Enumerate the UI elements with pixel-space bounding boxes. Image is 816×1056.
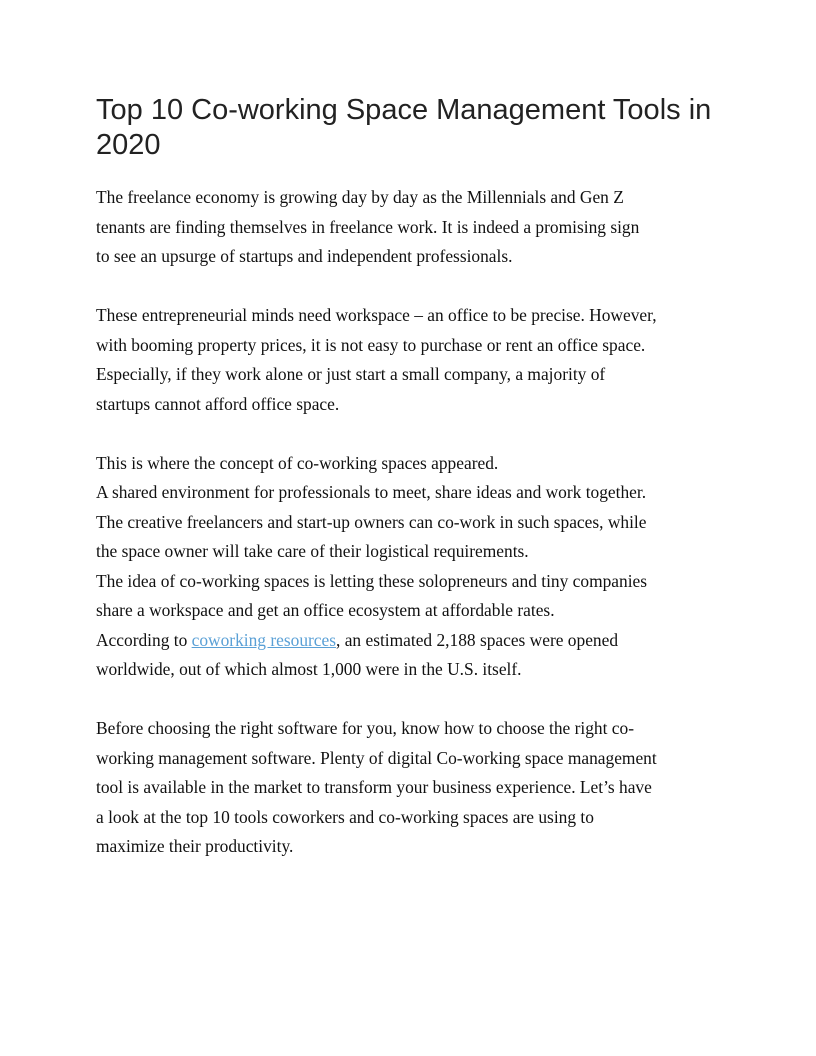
paragraph-1 (96, 183, 736, 272)
text-line: tool is available in the market to transform your business experience. Let’s have (96, 777, 652, 797)
according-suffix: , an estimated 2,188 spaces were opened (336, 629, 619, 650)
article-body (96, 183, 736, 862)
text-line: The freelance economy is growing day by day as the Millennials and Gen Z (96, 187, 624, 207)
text-line: maximize their productivity. (96, 836, 294, 856)
text-line: tenants are finding themselves in freelance work. It is indeed a promising sign (96, 216, 640, 237)
page-title (96, 93, 736, 163)
paragraph-4 (96, 714, 736, 862)
text-line: working management software. Plenty of digital Co-working space management (96, 747, 657, 768)
text-line: Especially, if they work alone or just start a small company, a majority of (96, 364, 606, 384)
text-line: the space owner will take care of their logistical requirements. (96, 541, 529, 561)
paragraph-spacer (96, 272, 736, 302)
paragraph-3 (96, 449, 736, 685)
text-line: to see an upsurge of startups and independent professionals. (96, 246, 513, 266)
text-line: This is where the concept of co-working spaces appeared. (96, 452, 499, 473)
text-line: A shared environment for professionals to meet, share ideas and work together. (96, 482, 647, 502)
coworking-resources-link[interactable]: coworking resources (191, 629, 337, 650)
text-line: Before choosing the right software for you, know how to choose the right co- (96, 718, 635, 738)
paragraph-spacer (96, 685, 736, 715)
text-line: share a workspace and get an office ecosystem at affordable rates. (96, 600, 555, 620)
text-line: The idea of co-working spaces is letting these solopreneurs and tiny companies (96, 570, 648, 591)
paragraph-spacer (96, 419, 736, 449)
according-prefix: According to (96, 629, 192, 650)
paragraph-2 (96, 301, 736, 419)
text-line: with booming property prices, it is not easy to purchase or rent an office space. (96, 334, 646, 355)
text-line: The creative freelancers and start-up owners can co-work in such spaces, while (96, 511, 647, 532)
text-line: a look at the top 10 tools coworkers and co-working spaces are using to (96, 806, 594, 827)
text-line: worldwide, out of which almost 1,000 were in the U.S. itself. (96, 659, 522, 679)
title-line: Top 10 Co-working Space Management Tools in (96, 94, 712, 126)
text-line: startups cannot afford office space. (96, 393, 340, 414)
title-line: 2020 (96, 129, 161, 161)
text-line: These entrepreneurial minds need workspace – an office to be precise. However, (96, 305, 657, 325)
text-line (96, 626, 736, 656)
